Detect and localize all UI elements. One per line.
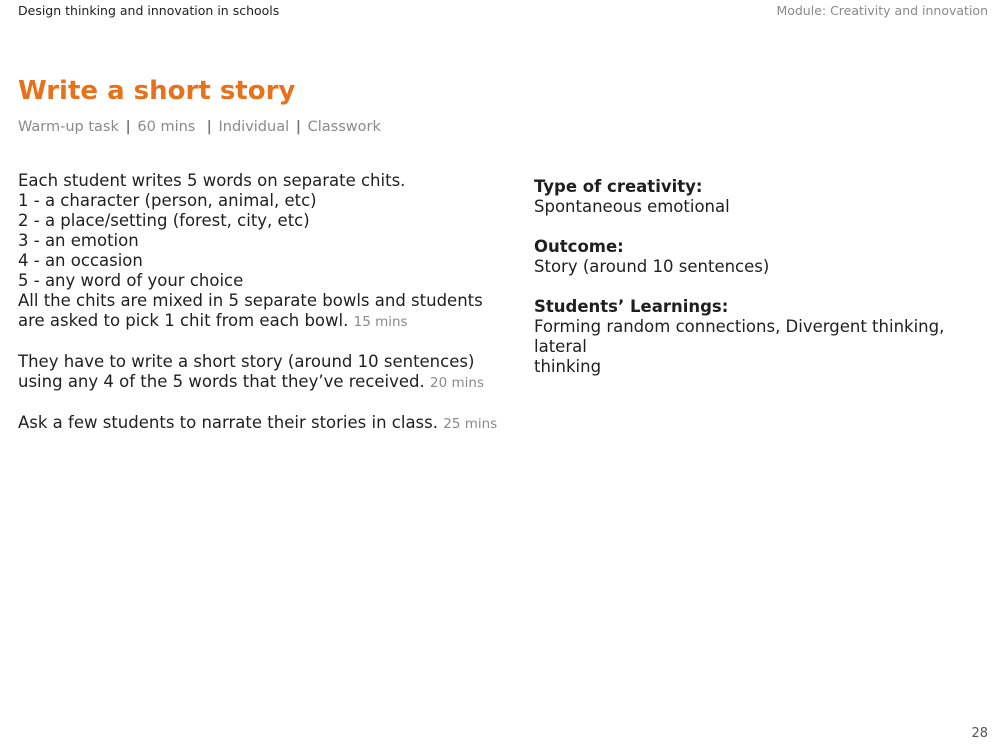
task-duration: 60 mins [137, 119, 196, 135]
mix-time: 15 mins [353, 314, 408, 330]
word-type-item: 1 - a character (person, animal, etc) [18, 191, 317, 210]
activity-details [534, 177, 984, 377]
meta-separator: | [125, 119, 131, 135]
mix-instruction-text: are asked to pick 1 chit from each bowl. [18, 311, 349, 330]
narrate-time: 25 mins [443, 416, 498, 432]
module-label: Module: Creativity and innovation [776, 3, 988, 18]
task-mode: Individual [218, 119, 290, 135]
creativity-type-label: Type of creativity: [534, 177, 703, 196]
learnings-value: Forming random connections, Divergent thinking, lateral [534, 317, 945, 356]
narrate-instruction-text: Ask a few students to narrate their stories in class. [18, 413, 438, 432]
outcome-value: Story (around 10 sentences) [534, 257, 770, 276]
write-instruction-text: using any 4 of the 5 words that they’ve received. [18, 372, 425, 391]
word-type-item: 5 - any word of your choice [18, 271, 244, 290]
task-type: Warm-up task [18, 119, 119, 135]
write-instruction-line-end [18, 372, 498, 393]
activity-meta [18, 119, 381, 135]
mix-instruction-line-end [18, 311, 498, 332]
write-time: 20 mins [430, 375, 484, 391]
learnings-value-continued: thinking [534, 357, 602, 376]
learnings-label: Students’ Learnings: [534, 297, 729, 316]
task-setting: Classwork [307, 119, 381, 135]
meta-separator: | [295, 119, 302, 135]
outcome-label: Outcome: [534, 237, 624, 256]
word-type-item: 2 - a place/setting (forest, city, etc) [18, 211, 310, 230]
course-title: Design thinking and innovation in schools [18, 3, 280, 18]
meta-separator: | [206, 119, 212, 135]
write-instruction-line: They have to write a short story (around 10 sentences) [18, 352, 475, 371]
word-type-item: 4 - an occasion [18, 251, 143, 270]
word-type-item: 3 - an emotion [18, 231, 139, 250]
mix-instruction-line: All the chits are mixed in 5 separate bowls and students [18, 291, 483, 310]
narrate-instruction-line [18, 413, 498, 434]
activity-title: Write a short story [18, 76, 296, 106]
instruction-intro: Each student writes 5 words on separate chits. [18, 171, 406, 190]
creativity-type-value: Spontaneous emotional [534, 197, 730, 216]
page-number: 28 [971, 726, 988, 741]
instructions [18, 171, 498, 434]
